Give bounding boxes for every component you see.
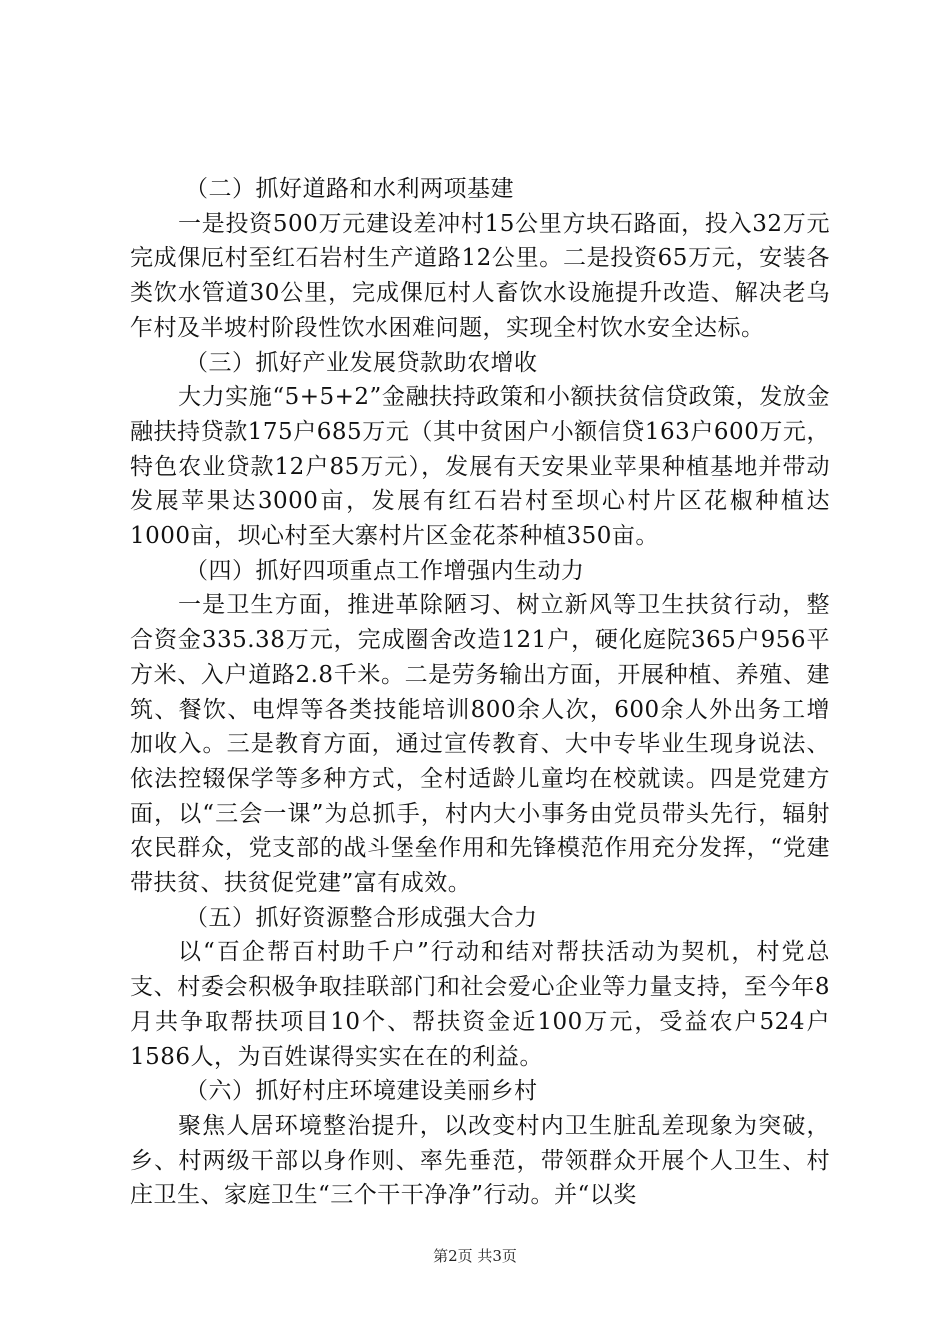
section-body-5: 以“百企帮百村助千户”行动和结对帮扶活动为契机，村党总支、村委会积极争取挂联部门和社会爱心企业等力量支持，至今年8月共争取帮扶项目10个、帮扶资金近100万元，受益农户524户1586人，为百姓谋得实实在在的利益。 (130, 939, 830, 1070)
section-heading-4: （四）抓好四项重点工作增强内生动力 (185, 557, 585, 584)
page-footer (0, 1245, 950, 1266)
section-heading-2: （二）抓好道路和水利两项基建 (185, 176, 514, 202)
document-body (130, 172, 830, 1213)
section-body-6: 聚焦人居环境整治提升，以改变村内卫生脏乱差现象为突破，乡、村两级干部以身作则、率先垂范，带领群众开展个人卫生、村庄卫生、家庭卫生“三个干干净净”行动。并“以奖 (130, 1112, 830, 1209)
section-body-4: 一是卫生方面，推进革除陋习、树立新风等卫生扶贫行动，整合资金335.38万元，完成圈舍改造121户，硬化庭院365户956平方米、入户道路2.8千米。二是劳务输出方面，开展种植、养殖、建筑、餐饮、电焊等各类技能培训800余人次，600余人外出务工增加收入。三是教育方面，通过宣传教育、大中专毕业生现身说法、依法控辍保学等多种方式，全村适龄儿童均在校就读。四是党建方面，以“三会一课”为总抓手，村内大小事务由党员带头先行，辐射农民群众，党支部的战斗堡垒作用和先锋模范作用充分发挥，“党建带扶贫、扶贫促党建”富有成效。 (130, 592, 830, 897)
section-body-2: 一是投资500万元建设差冲村15公里方块石路面，投入32万元完成倮厄村至红石岩村生产道路12公里。二是投资65万元，安装各类饮水管道30公里，完成倮厄村人畜饮水设施提升改造、解决老乌乍村及半坡村阶段性饮水困难问题，实现全村饮水安全达标。 (130, 210, 830, 341)
section-heading-3: （三）抓好产业发展贷款助农增收 (185, 349, 538, 376)
section-heading-5: （五）抓好资源整合形成强大合力 (185, 904, 538, 931)
section-body-3: 大力实施“5+5+2”金融扶持政策和小额扶贫信贷政策，发放金融扶持贷款175户685万元（其中贫困户小额信贷163户600万元，特色农业贷款12户85万元），发展有天安果业苹果种植基地并带动发展苹果达3000亩，发展有红石岩村至坝心村片区花椒种植达1000亩，坝心村至大寨村片区金花茶种植350亩。 (130, 384, 830, 550)
section-heading-6: （六）抓好村庄环境建设美丽乡村 (185, 1078, 538, 1105)
page-number-label: 第2页 共3页 (433, 1247, 517, 1265)
